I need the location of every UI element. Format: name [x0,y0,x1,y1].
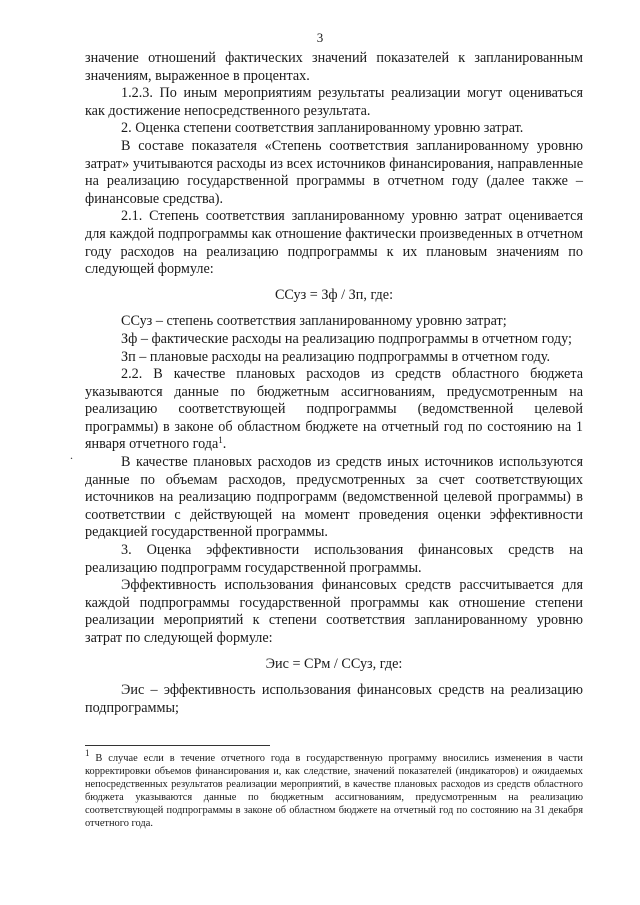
paragraph-efficiency: Эффективность использования финансовых средств рассчитывается для каждой подпрограммы государственной программы как отношение степени реализации мероприятий к степени соответствия запланированному уровню затрат по следующей формуле: [85,577,583,646]
page-number: 3 [316,30,324,45]
definition-zp: Зп – плановые расходы на реализацию подпрограммы в отчетном году. [121,348,551,365]
footnote-reference[interactable]: 1 [218,435,223,446]
paragraph-2-2-text: 2.2. В качестве плановых расходов из средств областного бюджета указываются данные по бюджетным ассигнованиям, предусмотренным на реализацию соответствующей подпрограммы (ведомственной целевой программы) в законе об областном бюджете на отчетный год по состоянию на 1 января отчетного года [85,366,583,453]
footnote [85,748,583,831]
document-body [85,50,583,717]
footnote-divider [85,745,270,746]
paragraph-2-2-end: . [222,436,227,453]
paragraph-1-2-3: 1.2.3. По иным мероприятиям результаты реализации могут оцениваться как достижение непосредственного результата. [85,85,583,119]
paragraph-2-2 [85,366,583,454]
paragraph-continued: значение отношений фактических значений показателей к запланированным значениям, выраженное в процентах. [85,50,583,84]
definition-zf: Зф – фактические расходы на реализацию подпрограммы в отчетном году; [121,330,572,347]
formula-ssuz: ССуз = Зф / Зп, где: [274,286,394,303]
definition-eis: Эис – эффективность использования финансовых средств на реализацию подпрограммы; [85,682,583,716]
margin-mark: . [70,448,73,462]
footnote-text: В случае если в течение отчетного года в государственную программу вносились изменения в части корректировки объемов финансирования и, как следствие, значений показателей (индикаторов) и ожидаемых непосредственных результатов реализации мероприятий, в качестве плановых расходов из средств областного бюджета указываются данные по бюджетным ассигнованиям, предусмотренным на реализацию соответствующей подпрограммы в законе об областном бюджете на отчетный год по состоянию на 31 декабря отчетного года. [85,753,583,830]
definition-ssuz: ССуз – степень соответствия запланированному уровню затрат; [121,313,507,330]
paragraph-indicator-description: В составе показателя «Степень соответствия запланированному уровню затрат» учитываются расходы из всех источников финансирования, направленные на реализацию государственной программы в отчетном году (далее также – финансовые средства). [85,137,583,207]
paragraph-2-1: 2.1. Степень соответствия запланированному уровню затрат оценивается для каждой подпрограммы как отношение фактически произведенных в отчетном году расходов на реализацию подпрограммы к их плановым значениям по следующей формуле: [85,208,583,278]
paragraph-other-sources: В качестве плановых расходов из средств иных источников используются данные по объемам расходов, предусмотренных за счет соответствующих источников на реализацию подпрограмм (ведомственной целевой программы) в соответствии с действующей на момент проведения оценки эффективности редакцией государственной программы. [85,454,583,541]
formula-eis: Эис = СРм / ССуз, где: [265,655,403,672]
section-heading-3: 3. Оценка эффективности использования финансовых средств на реализацию подпрограмм государственной программы. [85,542,583,576]
section-heading-2: 2. Оценка степени соответствия запланированному уровню затрат. [121,120,524,137]
footnote-number: 1 [85,748,90,758]
